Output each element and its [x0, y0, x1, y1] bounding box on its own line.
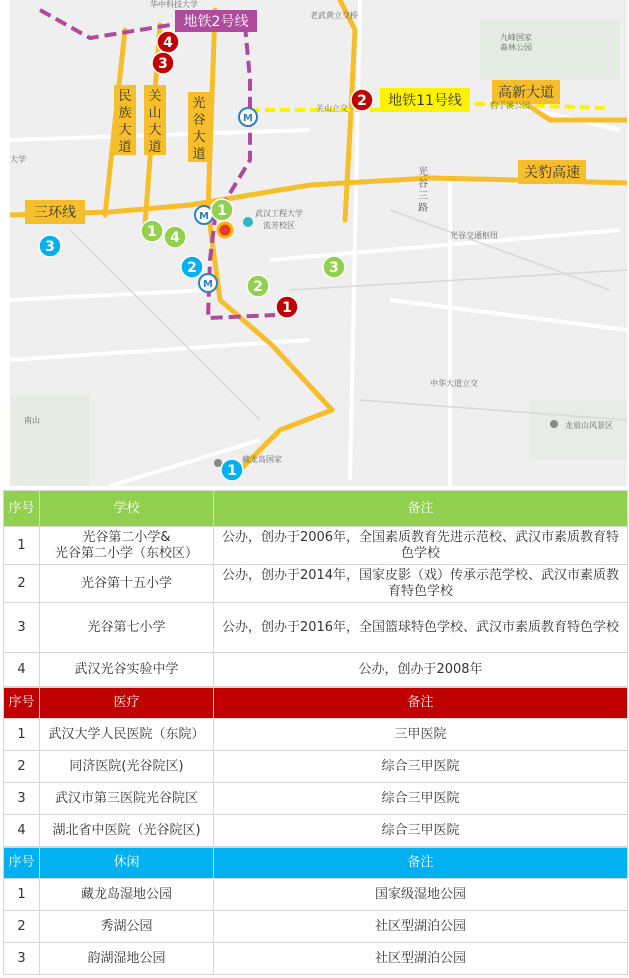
leisure-table [3, 847, 628, 975]
table-row [4, 565, 628, 603]
leisure-name: 韵湖湿地公园 [40, 943, 214, 975]
school-header-note: 备注 [214, 491, 628, 527]
school-name: 光谷第二小学& 光谷第二小学（东校区） [40, 527, 214, 565]
medical-note: 三甲医院 [214, 719, 628, 751]
hust-label: 华中科技大学 [150, 0, 198, 9]
guanbao-label: 关豹高速 [524, 165, 580, 181]
metro11-label: 地铁11号线 [388, 93, 462, 109]
medical-name: 湖北省中医院（光谷院区) [40, 815, 214, 847]
map-marker[interactable] [323, 256, 345, 278]
svg-text:M: M [203, 279, 213, 290]
medical-name: 同济医院(光谷院区) [40, 751, 214, 783]
school-name: 光谷第十五小学 [40, 565, 214, 603]
school-table [3, 490, 628, 687]
table-row [4, 719, 628, 751]
school-idx: 3 [4, 603, 40, 653]
marker-number: 1 [217, 203, 227, 219]
leisure-header-note: 备注 [214, 848, 628, 879]
map-marker[interactable] [152, 52, 174, 74]
leisure-idx: 1 [4, 879, 40, 911]
table-row [4, 815, 628, 847]
map-marker[interactable] [181, 256, 203, 278]
guanggu3-label: 光谷三路 [418, 167, 428, 214]
medical-idx: 1 [4, 719, 40, 751]
medical-header-name: 医疗 [40, 688, 214, 719]
marker-number: 1 [282, 300, 292, 316]
park-pin-icon [214, 459, 222, 467]
school-note: 公办，创办于2016年，全国篮球特色学校、武汉市素质教育特色学校 [214, 603, 628, 653]
medical-header-note: 备注 [214, 688, 628, 719]
leisure-name: 秀湖公园 [40, 911, 214, 943]
leisure-header-name: 休闲 [40, 848, 214, 879]
marker-number: 3 [158, 56, 168, 72]
medical-header-idx: 序号 [4, 688, 40, 719]
marker-number: 1 [147, 224, 157, 240]
leisure-idx: 2 [4, 911, 40, 943]
school-idx: 1 [4, 527, 40, 565]
guanshanli-label: 关山立交 [316, 104, 348, 113]
jiufeng-label-2: 森林公园 [500, 43, 532, 52]
marker-number: 2 [187, 260, 197, 276]
leisure-note: 社区型湖泊公园 [214, 943, 628, 975]
longquan-label: 龙泉山风景区 [565, 421, 613, 430]
map-marker[interactable] [39, 235, 61, 257]
marker-number: 1 [227, 463, 237, 479]
leisure-note: 国家级湿地公园 [214, 879, 628, 911]
landmark-icon [218, 223, 232, 237]
jiufeng-label-1: 九峰国家 [500, 33, 532, 42]
map-canvas [10, 0, 627, 486]
medical-table-header [4, 688, 628, 719]
map-marker[interactable] [247, 275, 269, 297]
wuhan-eng-label-2: 流芳校区 [263, 221, 295, 230]
metro2-label: 地铁2号线 [183, 14, 249, 30]
marker-number: 3 [45, 239, 55, 255]
zhonghua-label: 中华大道立交 [430, 379, 478, 388]
medical-table [3, 687, 628, 847]
gaoxin-label: 高新大道 [498, 85, 554, 101]
guanshan-label: 关山大道 [148, 89, 162, 155]
metro-station-icon [195, 206, 213, 224]
school-name: 武汉光谷实验中学 [40, 653, 214, 687]
marker-number: 2 [357, 93, 367, 109]
school-idx: 2 [4, 565, 40, 603]
nanshan-label: 南山 [24, 416, 40, 425]
table-row [4, 943, 628, 975]
medical-idx: 3 [4, 783, 40, 815]
metro-station-icon [239, 108, 257, 126]
table-row [4, 751, 628, 783]
map-marker[interactable] [157, 31, 179, 53]
medical-note: 综合三甲医院 [214, 783, 628, 815]
area-map[interactable] [10, 0, 627, 486]
guanggu-ring-label: 光谷交通枢纽 [450, 231, 498, 240]
map-marker[interactable] [221, 459, 243, 481]
svg-text:M: M [243, 113, 253, 124]
wuhan-eng-label-1: 武汉工程大学 [255, 209, 303, 218]
zanglong-label: 藏龙岛国家 [242, 455, 282, 464]
map-marker[interactable] [351, 89, 373, 111]
marker-number: 2 [253, 279, 263, 295]
table-row [4, 653, 628, 687]
school-header-idx: 序号 [4, 491, 40, 527]
table-row [4, 603, 628, 653]
school-note: 公办，创办于2014年，国家皮影（戏）传承示范学校、武汉市素质教育特色学校 [214, 565, 628, 603]
leisure-idx: 3 [4, 943, 40, 975]
school-idx: 4 [4, 653, 40, 687]
svg-text:M: M [199, 211, 209, 222]
leisure-table-header [4, 848, 628, 879]
school-note: 公办，创办于2008年 [214, 653, 628, 687]
table-row [4, 879, 628, 911]
table-row [4, 783, 628, 815]
map-marker[interactable] [276, 296, 298, 318]
medical-idx: 2 [4, 751, 40, 783]
leisure-name: 藏龙岛湿地公园 [40, 879, 214, 911]
map-marker[interactable] [164, 226, 186, 248]
marker-number: 3 [329, 260, 339, 276]
scenic-icon [550, 420, 558, 428]
leisure-header-idx: 序号 [4, 848, 40, 879]
poi-tables [3, 490, 627, 975]
medical-idx: 4 [4, 815, 40, 847]
marker-number: 4 [163, 35, 173, 51]
university-icon [243, 217, 253, 227]
table-row [4, 911, 628, 943]
table-row [4, 527, 628, 565]
school-name: 光谷第七小学 [40, 603, 214, 653]
park-right-label: 豹子溪公园 [490, 101, 530, 110]
medical-note: 综合三甲医院 [214, 815, 628, 847]
school-header-name: 学校 [40, 491, 214, 527]
marker-number: 4 [170, 230, 180, 246]
medical-name: 武汉大学人民医院（东院） [40, 719, 214, 751]
medical-note: 综合三甲医院 [214, 751, 628, 783]
metro-station-icon [199, 274, 217, 292]
guanggu-label: 光谷大道 [192, 96, 206, 162]
daxue-label: 大学 [10, 155, 26, 164]
map-marker[interactable] [211, 199, 233, 221]
sanhuan-label: 三环线 [34, 205, 76, 221]
minzu-label: 民族大道 [118, 89, 132, 155]
school-note: 公办，创办于2006年，全国素质教育先进示范校、武汉市素质教育特色学校 [214, 527, 628, 565]
laowu-label: 老武黄立交桥 [310, 11, 358, 20]
medical-name: 武汉市第三医院光谷院区 [40, 783, 214, 815]
leisure-note: 社区型湖泊公园 [214, 911, 628, 943]
map-marker[interactable] [141, 220, 163, 242]
school-table-header [4, 491, 628, 527]
